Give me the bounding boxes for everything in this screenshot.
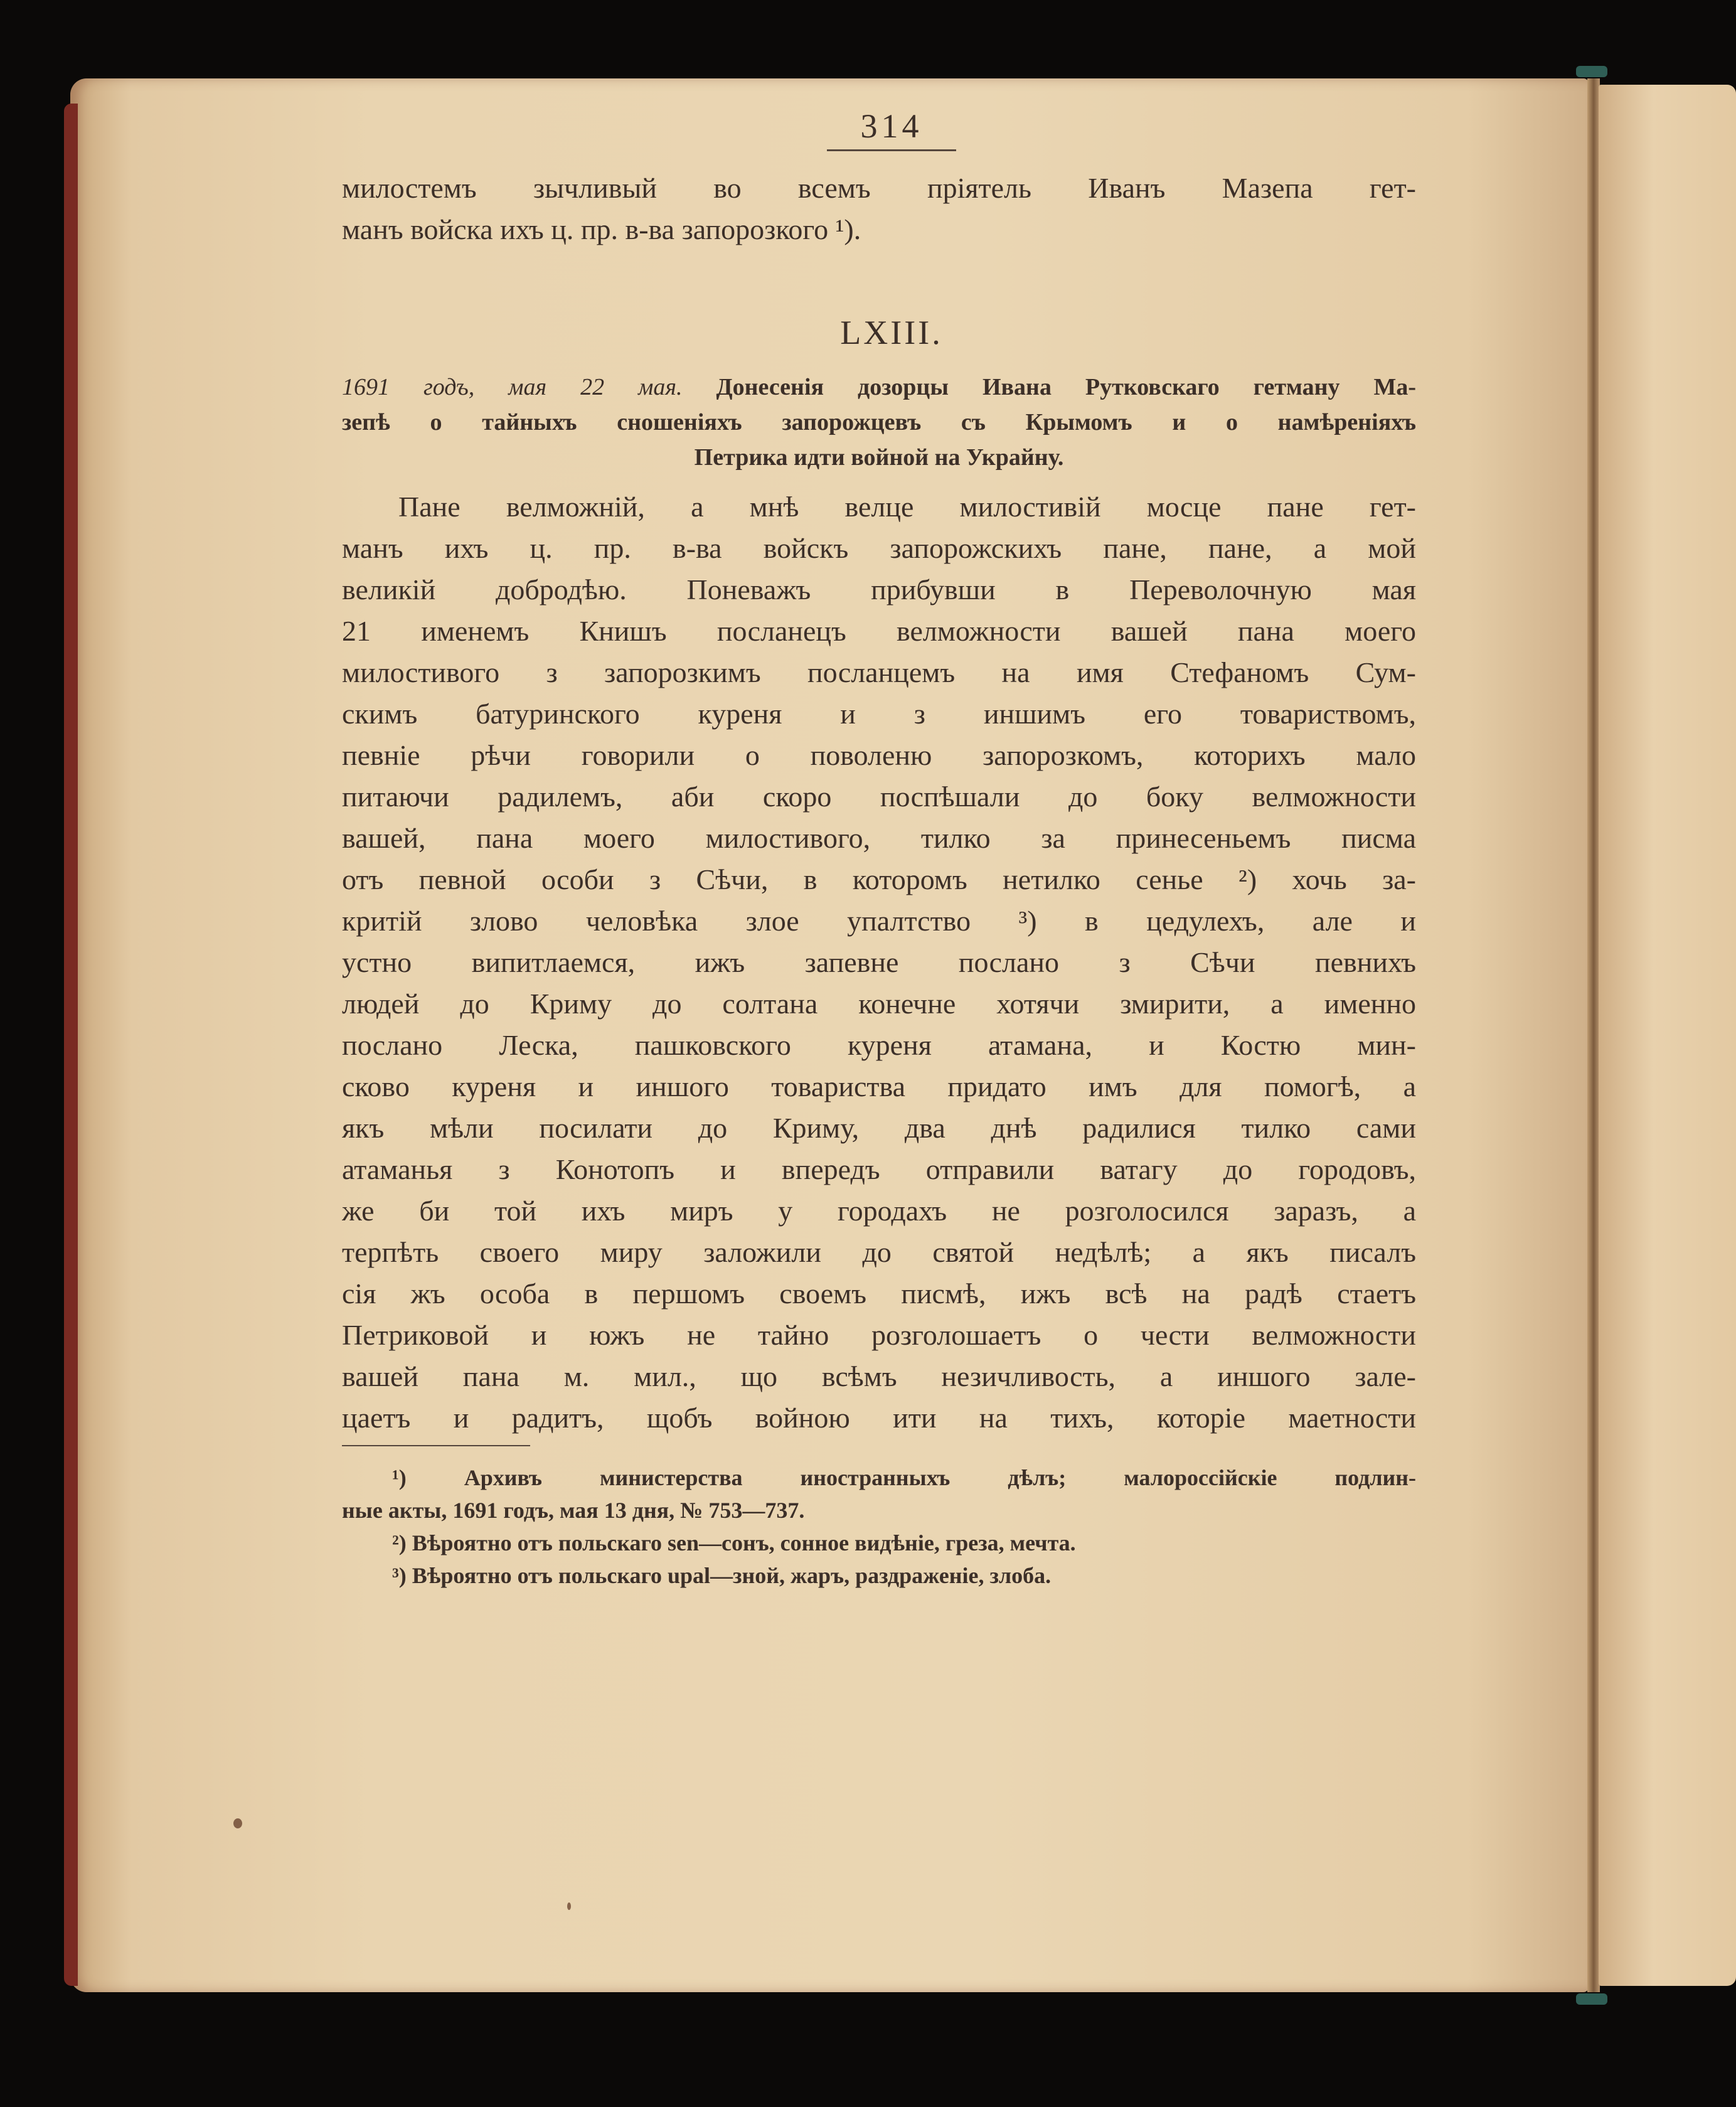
heading-date: 1691 годъ, мая 22 мая.	[342, 374, 683, 400]
letter-line: же би той ихъ миръ у городахъ не розголосился заразъ, а	[342, 1195, 1416, 1227]
letter-line: цаетъ и радитъ, щобъ войною ити на тихъ, которiе маетности	[342, 1402, 1416, 1434]
continuation-text	[342, 168, 1416, 250]
text-line: милостемъ зычливый во всемъ прiятель Иванъ Мазепа гет-	[342, 172, 1416, 204]
binding-mark-top	[1576, 66, 1607, 77]
letter-line: послано Леска, пашковского куреня атамана, и Костю мин-	[342, 1029, 1416, 1061]
footnote-text: Архивъ министерства иностранныхъ дѣлъ; малороссiйскiе подлин-	[464, 1465, 1416, 1490]
footnote-mark: ²)	[392, 1530, 407, 1555]
letter-line: сiя жъ особа в першомъ своемъ писмѣ, ижъ всѣ на радѣ стаетъ	[342, 1278, 1416, 1310]
letter-line: скимъ батуринского куреня и з иншимъ его товариствомъ,	[342, 698, 1416, 730]
letter-line: 21 именемъ Книшъ посланецъ велможности вашей пана моего	[342, 615, 1416, 647]
letter-line: милостивого з запорозкимъ посланцемъ на имя Стефаномъ Сум-	[342, 656, 1416, 688]
heading-line: Петрика идти войной на Украйну.	[694, 444, 1064, 471]
letter-line: терпѣть своего миру заложили до святой недѣлѣ; а якъ писалъ	[342, 1236, 1416, 1268]
page-text	[342, 107, 1416, 1592]
text-line: манъ войска ихъ ц. пр. в-ва запорозкого ¹).	[342, 213, 861, 245]
letter-line: якъ мѣли посилати до Криму, два днѣ радилися тилко сами	[342, 1112, 1416, 1144]
letter-line: певнiе рѣчи говорили о поволеню запорозкомъ, которихъ мало	[342, 739, 1416, 771]
letter-line: вашей, пана моего милостивого, тилко за принесеньемъ писма	[342, 822, 1416, 854]
ink-spot	[233, 1818, 242, 1828]
section-title: LXIII.	[840, 314, 943, 351]
footnote-1-continued: ные акты, 1691 годъ, мая 13 дня, № 753—737.	[342, 1498, 805, 1523]
footnotes	[342, 1461, 1416, 1592]
footnote-1	[342, 1461, 1416, 1494]
page-number-rule	[827, 149, 956, 151]
letter-line: вашей пана м. мил., що всѣмъ незичливость, а иншого зале-	[342, 1360, 1416, 1392]
page-edge	[64, 104, 78, 1986]
letter-line: устно випитлаемся, ижъ запевне послано з Сѣчи певнихъ	[342, 946, 1416, 978]
letter-line: критiй злово человѣка злое упалтство ³) в цедулехъ, але и	[342, 905, 1416, 937]
letter-line: отъ певной особи з Сѣчи, в которомъ нетилко сенье ²) хочь за-	[342, 863, 1416, 895]
letter-body	[342, 486, 1416, 1439]
footnote-mark: ¹)	[392, 1465, 407, 1490]
letter-line: манъ ихъ ц. пр. в-ва войскъ запорожскихъ пане, пане, а мой	[342, 532, 1416, 564]
ink-spot	[567, 1902, 571, 1910]
document-heading	[342, 370, 1416, 475]
binding-mark-bottom	[1576, 1993, 1607, 2005]
letter-line: сково куреня и иншого товариства придато имъ для помогѣ, а	[342, 1070, 1416, 1102]
footnote-2	[342, 1527, 1416, 1559]
letter-line: питаючи радилемъ, аби скоро поспѣшали до боку велможности	[342, 781, 1416, 813]
footnote-mark: ³)	[392, 1563, 407, 1588]
footnote-3	[342, 1559, 1416, 1592]
letter-line: Пане велможнiй, а мнѣ велце милостивiй мосце пане гет-	[398, 491, 1416, 523]
letter-line: людей до Криму до солтана конечне хотячи змирити, а именно	[342, 988, 1416, 1020]
footnote-text: Вѣроятно отъ польскаго upal—зной, жаръ, раздраженiе, злоба.	[412, 1563, 1052, 1588]
footnote-rule	[342, 1445, 530, 1446]
heading-line	[342, 370, 1416, 405]
heading-text: Донесенiя дозорцы Ивана Рутковскаго гетману Ма-	[716, 374, 1416, 400]
book-gutter	[1587, 78, 1600, 1992]
letter-line: атаманья з Конотопъ и впередъ отправили ватагу до городовъ,	[342, 1153, 1416, 1185]
footnote-text: Вѣроятно отъ польскаго sen—сонъ, сонное видѣнiе, греза, мечта.	[412, 1530, 1076, 1555]
right-page-edge	[1599, 85, 1736, 1986]
heading-line: зепѣ о тайныхъ сношенiяхъ запорожцевъ съ Крымомъ и о намѣренiяхъ	[342, 409, 1416, 435]
letter-line: Петриковой и южъ не тайно розголошаетъ о чести велможности	[342, 1319, 1416, 1351]
letter-line: великiй добродѣю. Поневажъ прибувши в Переволочную мая	[342, 573, 1416, 605]
page-number: 314	[860, 107, 923, 145]
